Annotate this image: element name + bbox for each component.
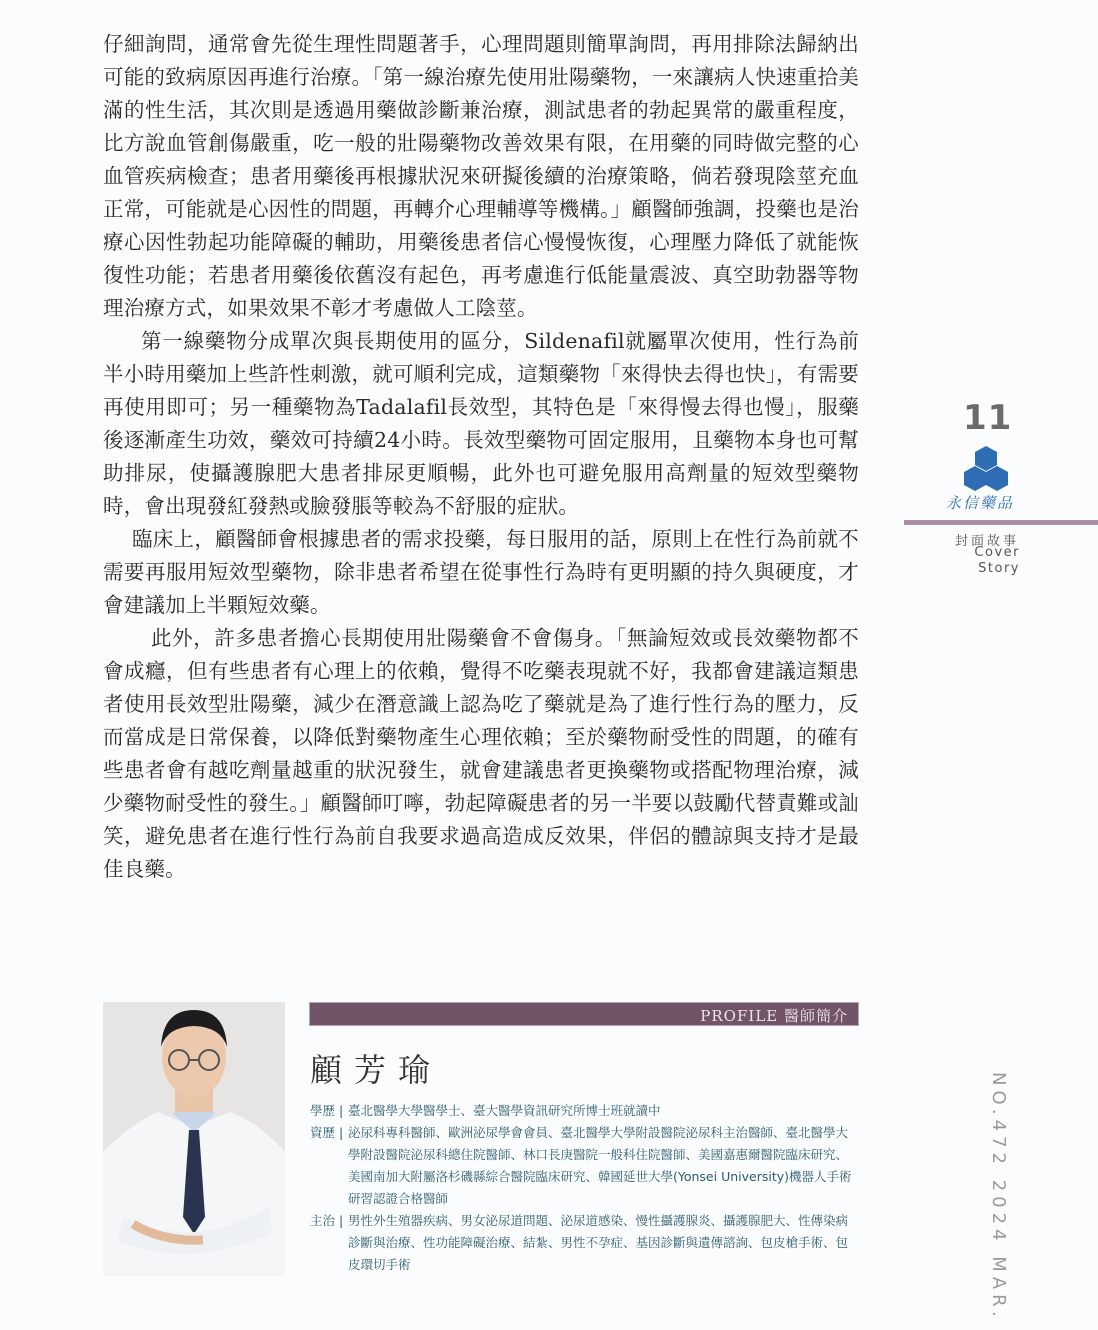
qualifications-text: 泌尿科專科醫師、歐洲泌尿學會會員、臺北醫學大學附設醫院泌尿科主治醫師、臺北醫學大學附設醫院泌尿科總住院醫師、林口長庚醫院一般科住院醫師、美國嘉惠爾醫院臨床研究、美國南加大附屬洛杉磯縣綜合醫院臨床研究、韓國延世大學(Yonsei University)機器人手術研習認證合格醫師 — [348, 1125, 852, 1206]
paragraph-2: 第一線藥物分成單次與長期使用的區分，Sildenafil就屬單次使用，性行為前半小時用藥加上些許性刺激，就可順利完成，這類藥物「來得快去得也快」，有需要再使用即可；另一種藥物為Tadalafil長效型，其特色是「來得慢去得也慢」，服藥後逐漸產生功效，藥效可持續24小時。長效型藥物可固定服用，且藥物本身也可幫助排尿，使攝護腺肥大患者排尿更順暢，此外也可避免服用高劑量的短效型藥物時，會出現發紅發熱或臉發脹等較為不舒服的症狀。 — [103, 329, 859, 518]
profile-header-label: PROFILE 醫師簡介 — [700, 1007, 848, 1025]
section-en-line2: Story — [978, 561, 1020, 576]
section-divider — [904, 520, 1098, 525]
paragraph-4: 此外，許多患者擔心長期使用壯陽藥會不會傷身。「無論短效或長效藥物都不會成癮，但有些患者有心理上的依賴，覺得不吃藥表現就不好，我都會建議這類患者使用長效型壯陽藥，減少在潛意識上認為吃了藥就是為了進行性行為的壓力，反而當成是日常保養，以降低對藥物產生心理依賴；至於藥物耐受性的問題，的確有些患者會有越吃劑量越重的狀況發生，就會建議患者更換藥物或搭配物理治療，減少藥物耐受性的發生。」顧醫師叮嚀，勃起障礙患者的另一半要以鼓勵代替責難或訕笑，避免患者在進行性行為前自我要求過高造成反效果，伴侶的體諒與支持才是最佳良藥。 — [103, 626, 859, 881]
section-en-line1: Cover — [974, 545, 1020, 560]
issue-info: NO.472 2024 MAR. — [988, 1072, 1009, 1322]
education-text: 臺北醫學大學醫學士、臺大醫學資訊研究所博士班就讀中 — [348, 1103, 661, 1118]
education-row — [310, 1100, 862, 1122]
specialty-row — [310, 1210, 862, 1276]
section-title-zh: 封面故事 — [955, 534, 1020, 549]
doctor-photo — [103, 1002, 285, 1276]
qualifications-label: 資歷 | — [310, 1125, 344, 1140]
education-label: 學歷 | — [310, 1103, 344, 1118]
doctor-name: 顧芳瑜 — [310, 1051, 443, 1089]
brand-name: 永信藥品 — [946, 494, 1015, 512]
profile-header-bar — [310, 1003, 858, 1025]
portrait-illustration — [103, 1002, 285, 1276]
article-body — [103, 28, 859, 886]
paragraph-1: 仔細詢問，通常會先從生理性問題著手，心理問題則簡單詢問，再用排除法歸納出可能的致病原因再進行治療。「第一線治療先使用壯陽藥物，一來讓病人快速重拾美滿的性生活，其次則是透過用藥做診斷兼治療，測試患者的勃起異常的嚴重程度，比方說血管創傷嚴重，吃一般的壯陽藥物改善效果有限，在用藥的同時做完整的心血管疾病檢查；患者用藥後再根據狀況來研擬後續的治療策略，倘若發現陰莖充血正常，可能就是心因性的問題，再轉介心理輔導等機構。」顧醫師強調，投藥也是治療心因性勃起功能障礙的輔助，用藥後患者信心慢慢恢復，心理壓力降低了就能恢復性功能；若患者用藥後依舊沒有起色，再考慮進行低能量震波、真空助勃器等物理治療方式，如果效果不彰才考慮做人工陰莖。 — [103, 32, 859, 320]
page-number: 11 — [963, 398, 1013, 438]
specialty-label: 主治 | — [310, 1213, 344, 1228]
paragraph-3: 臨床上，顧醫師會根據患者的需求投藥，每日服用的話，原則上在性行為前就不需要再服用短效型藥物，除非患者希望在從事性行為時有更明顯的持久與硬度，才會建議加上半顆短效藥。 — [103, 527, 859, 617]
qualifications-row — [310, 1122, 862, 1210]
section-title-en — [974, 545, 1020, 577]
specialty-text: 男性外生殖器疾病、男女泌尿道問題、泌尿道感染、慢性攝護腺炎、攝護腺肥大、性傳染病診斷與治療、性功能障礙治療、結紮、男性不孕症、基因診斷與遺傳諮詢、包皮槍手術、包皮環切手術 — [348, 1213, 849, 1272]
